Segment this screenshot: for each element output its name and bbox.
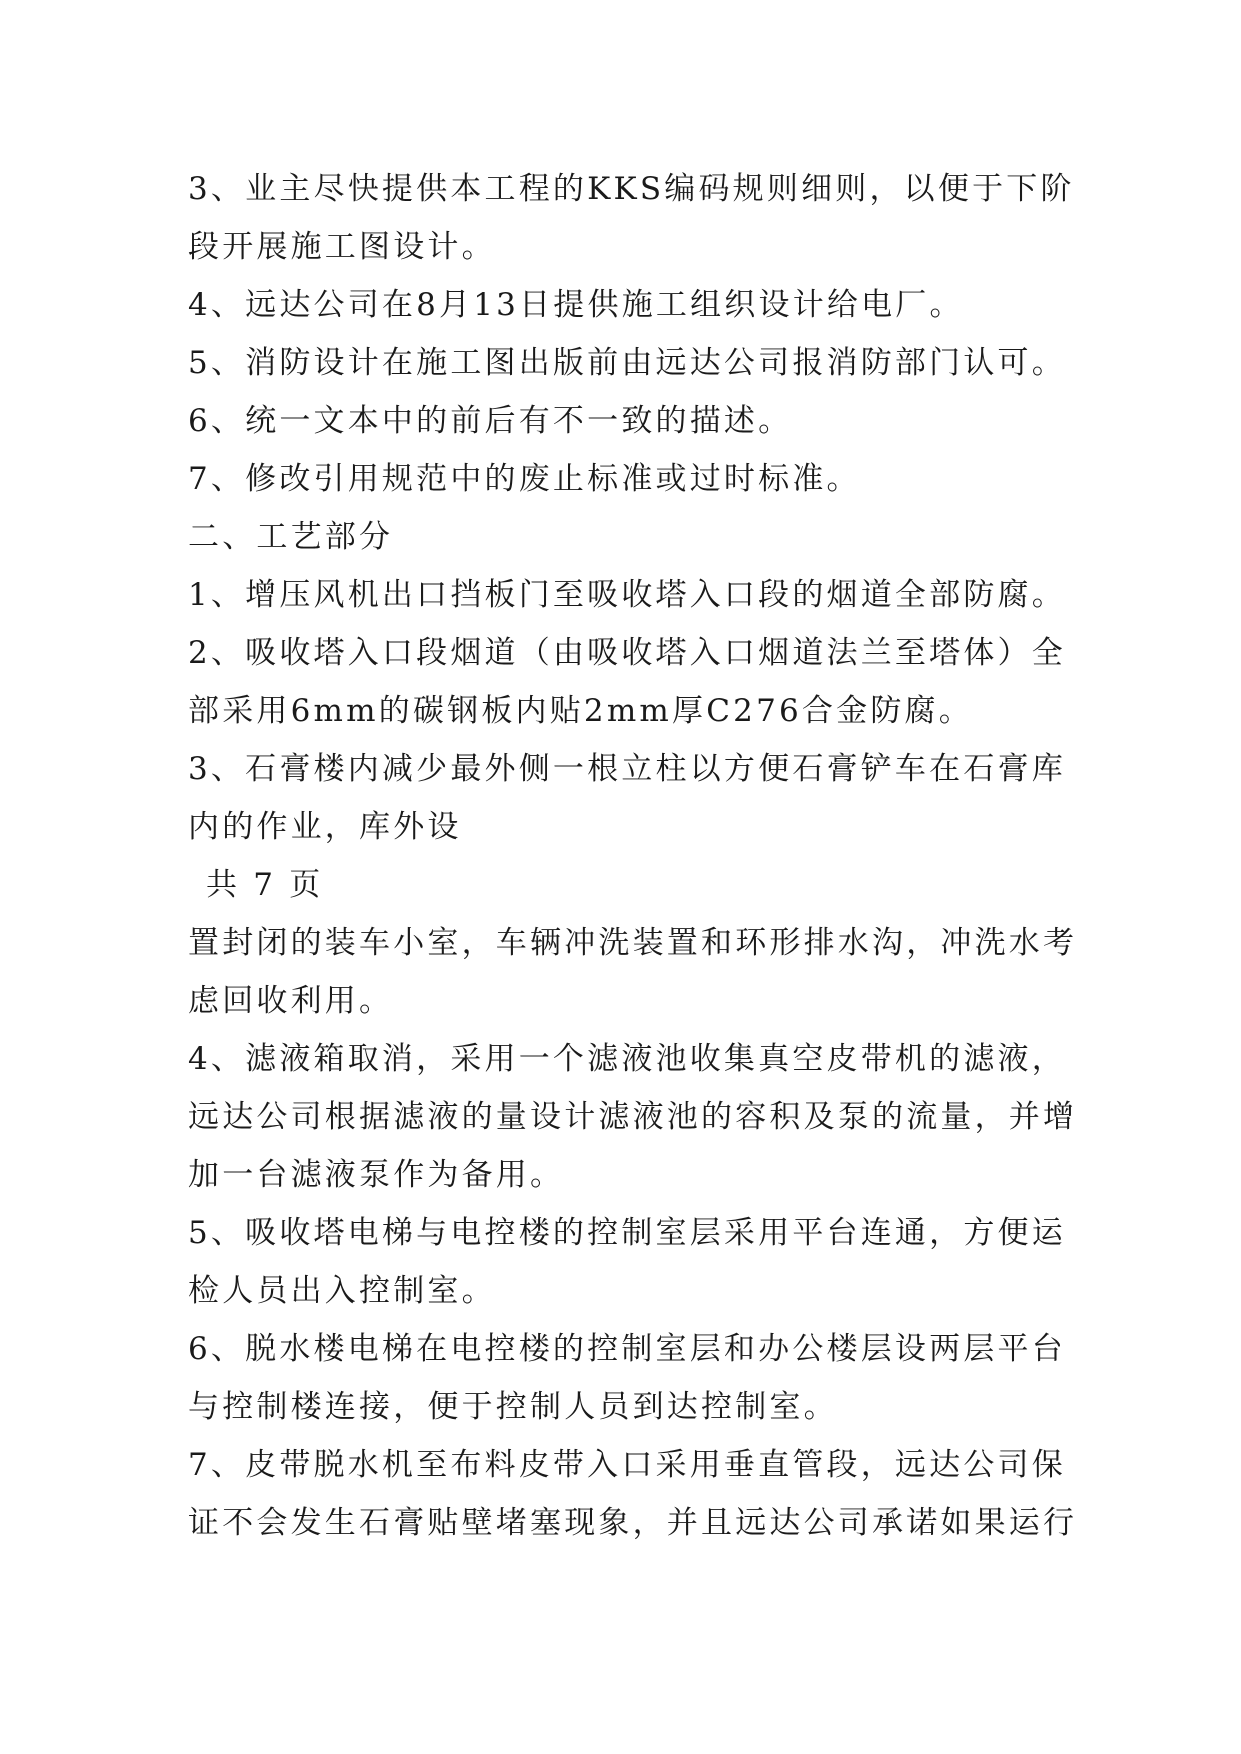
paragraph-line: 虑回收利用。 — [188, 983, 394, 1019]
paragraph-line: 检人员出入控制室。 — [188, 1273, 496, 1309]
paragraph-line: 2、吸收塔入口段烟道（由吸收塔入口烟道法兰至塔体）全 — [188, 635, 1066, 671]
section-heading: 二、工艺部分 — [188, 519, 394, 555]
paragraph-line: 部采用6mm的碳钢板内贴2mm厚C276合金防腐。 — [188, 693, 973, 729]
paragraph-line: 证不会发生石膏贴壁堵塞现象，并且远达公司承诺如果运行 — [188, 1505, 1078, 1541]
paragraph-line: 7、修改引用规范中的废止标准或过时标准。 — [188, 461, 861, 497]
paragraph-line: 7、皮带脱水机至布料皮带入口采用垂直管段，远达公司保 — [188, 1447, 1066, 1483]
paragraph-line: 3、业主尽快提供本工程的KKS编码规则细则，以便于下阶 — [188, 171, 1075, 207]
paragraph-line: 4、滤液箱取消，采用一个滤液池收集真空皮带机的滤液， — [188, 1041, 1066, 1077]
document-body — [188, 160, 1078, 1552]
paragraph-line: 1、增压风机出口挡板门至吸收塔入口段的烟道全部防腐。 — [188, 577, 1066, 613]
paragraph-line: 3、石膏楼内减少最外侧一根立柱以方便石膏铲车在石膏库 — [188, 751, 1066, 787]
paragraph-line: 与控制楼连接，便于控制人员到达控制室。 — [188, 1389, 838, 1425]
paragraph-line: 远达公司根据滤液的量设计滤液池的容积及泵的流量，并增 — [188, 1099, 1078, 1135]
paragraph-line: 置封闭的装车小室，车辆冲洗装置和环形排水沟，冲洗水考 — [188, 925, 1078, 961]
paragraph-line: 6、脱水楼电梯在电控楼的控制室层和办公楼层设两层平台 — [188, 1331, 1066, 1367]
paragraph-line: 5、消防设计在施工图出版前由远达公司报消防部门认可。 — [188, 345, 1066, 381]
page-count: 共 7 页 — [206, 867, 324, 903]
paragraph-line: 内的作业，库外设 — [188, 809, 462, 845]
paragraph-line: 4、远达公司在8月13日提供施工组织设计给电厂。 — [188, 287, 964, 323]
paragraph-line: 加一台滤液泵作为备用。 — [188, 1157, 565, 1193]
paragraph-line: 6、统一文本中的前后有不一致的描述。 — [188, 403, 793, 439]
paragraph-line: 5、吸收塔电梯与电控楼的控制室层采用平台连通，方便运 — [188, 1215, 1066, 1251]
paragraph-line: 段开展施工图设计。 — [188, 229, 496, 265]
